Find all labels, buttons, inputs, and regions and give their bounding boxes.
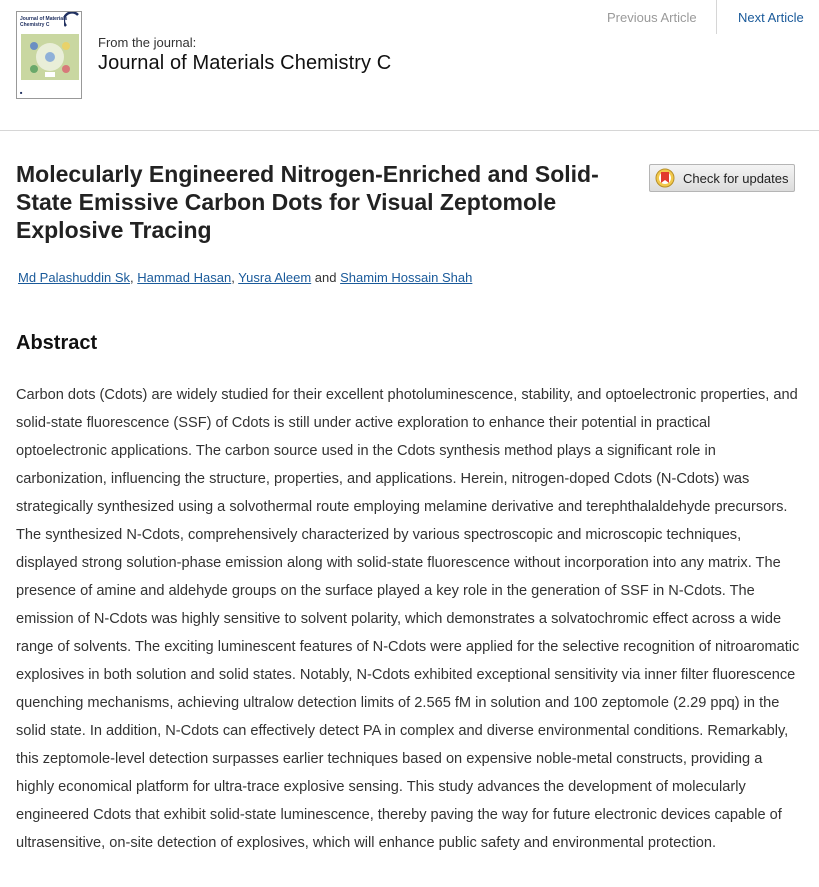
rsc-swirl-icon [64, 12, 80, 28]
cover-artwork [21, 34, 79, 80]
check-for-updates-button[interactable] [649, 164, 795, 192]
journal-header [0, 0, 819, 131]
author-link[interactable]: Shamim Hossain Shah [340, 270, 473, 285]
author-list [18, 270, 472, 285]
nav-divider [716, 0, 717, 34]
previous-article-link: Previous Article [607, 10, 697, 25]
author-separator: , [130, 270, 138, 285]
from-journal-label: From the journal: [98, 35, 197, 50]
check-for-updates-label: Check for updates [683, 171, 789, 186]
journal-name-link[interactable]: Journal of Materials Chemistry C [98, 52, 392, 74]
author-link[interactable]: Yusra Aleem [238, 270, 312, 285]
author-separator: , [231, 270, 239, 285]
crossmark-icon [655, 168, 675, 188]
journal-cover-image[interactable] [16, 11, 82, 99]
author-link[interactable]: Hammad Hasan [137, 270, 232, 285]
author-separator: and [311, 270, 341, 285]
cover-publisher-mark: ■ [20, 90, 23, 95]
article-title: Molecularly Engineered Nitrogen-Enriched and Solid-State Emissive Carbon Dots for Visual Zeptomole Explosive Tracing [16, 161, 599, 243]
abstract-heading: Abstract [16, 332, 98, 354]
cover-title: Journal of Materials Chemistry C [20, 16, 68, 28]
next-article-link[interactable]: Next Article [738, 10, 804, 25]
abstract-text: Carbon dots (Cdots) are widely studied for their excellent photoluminescence, stability, and optoelectronic properties, and solid-state fluorescence (SSF) of Cdots is still under active exploration to enhance their potential in practical optoelectronic applications. The carbon source used in the Cdots synthesis method plays a significant role in carbonization, influencing the structure, properties, and applications. Herein, nitrogen-doped Cdots (N-Cdots) was strategically synthesized using a solvothermal route employing melamine derivative and terephthalaldehyde precursors. The synthesized N-Cdots, comprehensively characterized by various spectroscopic and microscopic techniques, displayed strong solution-phase emission along with solid-state fluorescence without incorporation into any matrix. The presence of amine and aldehyde groups on the surface played a key role in the generation of SSF in N-Cdots. The emission of N-Cdots was highly sensitive to solvent polarity, which demonstrates a solvatochromic effect across a wide range of solvents. The exciting luminescent features of N-Cdots were applied for the selective recognition of nitroaromatic explosives in both solution and solid states. Notably, N-Cdots exhibited exceptional sensitivity via inner filter fluorescence quenching mechanisms, achieving ultralow detection limits of 2.565 fM in solution and 100 zeptomole (2.29 ppq) in the solid state. In addition, N-Cdots can effectively detect PA in complex and diverse environmental conditions. Remarkably, this zeptomole-level detection surpasses earlier techniques based on expensive noble-metal constructs, providing a highly economical platform for ultra-trace explosive sensing. This study advances the development of molecularly engineered Cdots that exhibit solid-state luminescence, thereby paving the way for future electronic devices capable of ultrasensitive, on-site detection of explosives, which will enhance public safety and environmental protection. [16, 387, 800, 851]
author-link[interactable]: Md Palashuddin Sk [18, 270, 131, 285]
